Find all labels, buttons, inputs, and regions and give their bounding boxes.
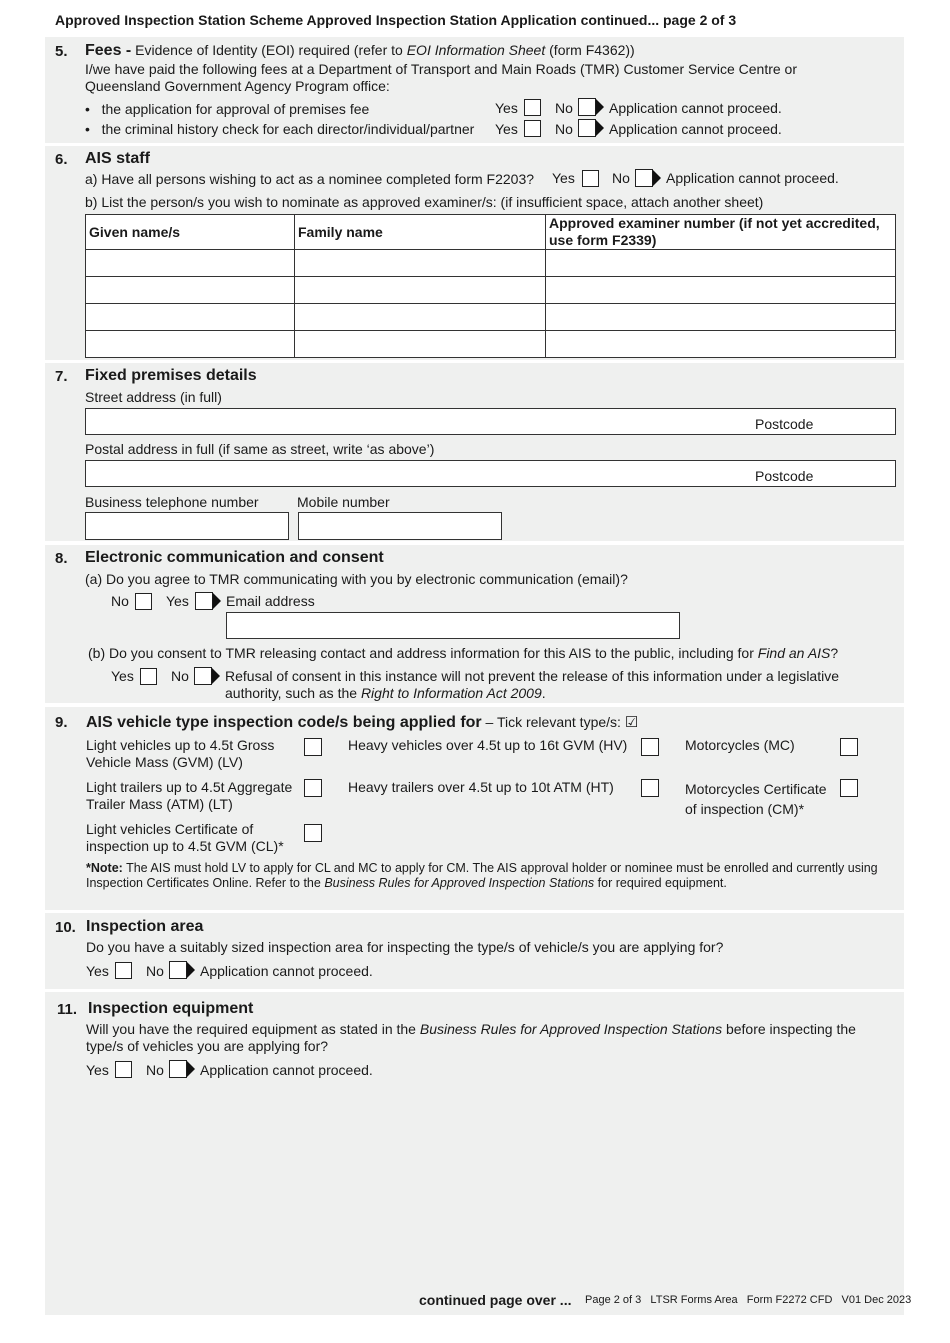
phone-label: Business telephone number: [85, 494, 259, 510]
postcode-label: Postcode: [755, 468, 814, 484]
examiner-table: [85, 214, 896, 358]
examiner-number-cell[interactable]: [546, 277, 896, 304]
email-address-input[interactable]: [226, 612, 680, 639]
table-header-row: [86, 215, 896, 250]
yes-label: Yes: [86, 963, 109, 979]
no-label: No: [612, 170, 630, 186]
section-heading: AIS vehicle type inspection code/s being applied for – Tick relevant type/s: ☑: [86, 714, 639, 731]
equipment-question: type/s of vehicles you are applying for?: [86, 1038, 329, 1054]
phone-input[interactable]: [85, 512, 289, 540]
section-number: 10.: [55, 919, 76, 936]
hv-checkbox[interactable]: [641, 738, 659, 756]
refusal-note: authority, such as the Right to Information Act 2009.: [225, 685, 546, 701]
lv-label: Light vehicles up to 4.5t Gross Vehicle Mass (GVM) (LV): [86, 737, 275, 770]
postcode-label: Postcode: [755, 416, 814, 432]
table-row: [86, 331, 896, 358]
section-inspection-equipment: [45, 992, 912, 1315]
table-row: [86, 277, 896, 304]
lv-checkbox[interactable]: [304, 738, 322, 756]
ht-checkbox[interactable]: [641, 779, 659, 797]
cannot-proceed-text: Application cannot proceed.: [200, 1062, 373, 1078]
section-heading: Inspection equipment: [88, 1000, 254, 1017]
lt-checkbox[interactable]: [304, 779, 322, 797]
criminal-check-yes-checkbox[interactable]: [524, 120, 541, 137]
no-label: No: [111, 593, 129, 609]
table-row: [86, 304, 896, 331]
cm-checkbox[interactable]: [840, 779, 858, 797]
street-address-label: Street address (in full): [85, 389, 222, 405]
email-consent-question: (a) Do you agree to TMR communicating with you by electronic communication (email)?: [85, 571, 628, 587]
cm-label: Motorcycles Certificate of inspection (CM)*: [685, 781, 827, 817]
cannot-proceed-text: Application cannot proceed.: [609, 121, 782, 137]
family-name-cell[interactable]: [295, 277, 546, 304]
inspection-area-yes-checkbox[interactable]: [115, 962, 132, 979]
section-number: 9.: [55, 714, 68, 731]
given-name-cell[interactable]: [86, 250, 295, 277]
col-family-name: Family name: [295, 215, 546, 250]
section-number: 7.: [55, 368, 68, 385]
inspection-area-question: Do you have a suitably sized inspection area for inspecting the type/s of vehicle/s you are applying for?: [86, 939, 724, 955]
mobile-input[interactable]: [298, 512, 502, 540]
premises-fee-yes-checkbox[interactable]: [524, 99, 541, 116]
footer-continued: continued page over ...: [419, 1292, 572, 1308]
section-heading: Fixed premises details: [85, 367, 257, 384]
no-label: No: [171, 668, 189, 684]
yes-label: Yes: [552, 170, 575, 186]
given-name-cell[interactable]: [86, 304, 295, 331]
yes-label: Yes: [166, 593, 189, 609]
section-number: 6.: [55, 151, 68, 168]
table-row: [86, 250, 896, 277]
examiner-list-instruction: b) List the person/s you wish to nominate as approved examiner/s: (if insufficient space, attach another sheet): [85, 194, 764, 210]
criminal-check-no-checkbox[interactable]: [578, 119, 605, 138]
footer-meta: Page 2 of 3 LTSR Forms Area Form F2272 CFD V01 Dec 2023: [585, 1294, 912, 1306]
public-consent-question: (b) Do you consent to TMR releasing contact and address information for this AIS to the public, including for Find an AIS?: [88, 645, 839, 661]
hv-label: Heavy vehicles over 4.5t up to 16t GVM (HV): [348, 737, 628, 753]
family-name-cell[interactable]: [295, 304, 546, 331]
premises-fee-no-checkbox[interactable]: [578, 98, 605, 117]
cannot-proceed-text: Application cannot proceed.: [609, 100, 782, 116]
yes-label: Yes: [495, 100, 518, 116]
no-label: No: [555, 121, 573, 137]
postal-address-input[interactable]: [85, 460, 896, 487]
section-heading: Inspection area: [86, 918, 204, 935]
no-label: No: [146, 963, 164, 979]
ht-label: Heavy trailers over 4.5t up to 10t ATM (HT): [348, 779, 614, 795]
examiner-number-cell[interactable]: [546, 250, 896, 277]
lt-label: Light trailers up to 4.5t Aggregate Trailer Mass (ATM) (LT): [86, 779, 293, 812]
mc-checkbox[interactable]: [840, 738, 858, 756]
family-name-cell[interactable]: [295, 250, 546, 277]
yes-label: Yes: [495, 121, 518, 137]
equipment-question: Will you have the required equipment as stated in the Business Rules for Approved Inspection Stations before inspecting the: [86, 1021, 856, 1037]
section-fees: [45, 37, 904, 143]
nominee-question: a) Have all persons wishing to act as a nominee completed form F2203?: [85, 171, 535, 187]
vehicle-code-note: *Note: The AIS must hold LV to apply for CL and MC to apply for CM. The AIS approval holder or nominee must be enrolled and currently using: [86, 861, 878, 875]
email-consent-no-checkbox[interactable]: [135, 593, 152, 610]
no-label: No: [555, 100, 573, 116]
public-consent-no-checkbox[interactable]: [194, 667, 221, 686]
cl-label: Light vehicles Certificate of inspection up to 4.5t GVM (CL)*: [86, 821, 284, 854]
section-number: 5.: [55, 43, 68, 60]
section-premises: [45, 363, 904, 541]
street-address-input[interactable]: [85, 408, 896, 435]
examiner-number-cell[interactable]: [546, 304, 896, 331]
section-number: 11.: [57, 1001, 78, 1018]
email-consent-yes-checkbox[interactable]: [195, 592, 222, 611]
tick-icon: ☑: [624, 714, 639, 731]
family-name-cell[interactable]: [295, 331, 546, 358]
nominee-no-checkbox[interactable]: [635, 169, 662, 188]
page-header: Approved Inspection Station Scheme Approved Inspection Station Application continued... page 2 of 3: [55, 12, 737, 28]
col-examiner-number: Approved examiner number (if not yet accredited, use form F2339): [546, 215, 896, 250]
public-consent-yes-checkbox[interactable]: [140, 668, 157, 685]
section-heading: Fees - Evidence of Identity (EOI) required (refer to EOI Information Sheet (form F4362)): [85, 42, 635, 59]
nominee-yes-checkbox[interactable]: [582, 170, 599, 187]
bullet-item: • the criminal history check for each director/individual/partner: [85, 121, 475, 137]
given-name-cell[interactable]: [86, 331, 295, 358]
email-address-label: Email address: [226, 593, 315, 609]
cannot-proceed-text: Application cannot proceed.: [200, 963, 373, 979]
section-heading: Electronic communication and consent: [85, 549, 384, 566]
vehicle-code-note: Inspection Certificates Online. Refer to the Business Rules for Approved Inspection Stations for required equipment.: [86, 876, 727, 890]
no-label: No: [146, 1062, 164, 1078]
examiner-number-cell[interactable]: [546, 331, 896, 358]
section-consent: [45, 545, 904, 703]
yes-label: Yes: [111, 668, 134, 684]
inspection-area-no-checkbox[interactable]: [169, 961, 196, 980]
fees-intro: Queensland Government Agency Program office:: [85, 78, 390, 94]
bullet-item: • the application for approval of premises fee: [85, 101, 370, 117]
refusal-note: Refusal of consent in this instance will not prevent the release of this information under a legislative: [225, 668, 840, 684]
section-heading: AIS staff: [85, 150, 150, 167]
col-given-name: Given name/s: [86, 215, 295, 250]
equipment-no-checkbox[interactable]: [169, 1060, 196, 1079]
given-name-cell[interactable]: [86, 277, 295, 304]
cl-checkbox[interactable]: [304, 824, 322, 842]
section-inspection-area: [45, 913, 904, 989]
mc-label: Motorcycles (MC): [685, 737, 795, 753]
fees-intro: I/we have paid the following fees at a Department of Transport and Main Roads (TMR) Customer Service Centre or: [85, 61, 797, 77]
yes-label: Yes: [86, 1062, 109, 1078]
section-vehicle-codes: [45, 707, 904, 910]
cannot-proceed-text: Application cannot proceed.: [666, 170, 839, 186]
equipment-yes-checkbox[interactable]: [115, 1061, 132, 1078]
postal-address-label: Postal address in full (if same as street, write ‘as above’): [85, 441, 435, 457]
mobile-label: Mobile number: [297, 494, 390, 510]
section-number: 8.: [55, 550, 68, 567]
